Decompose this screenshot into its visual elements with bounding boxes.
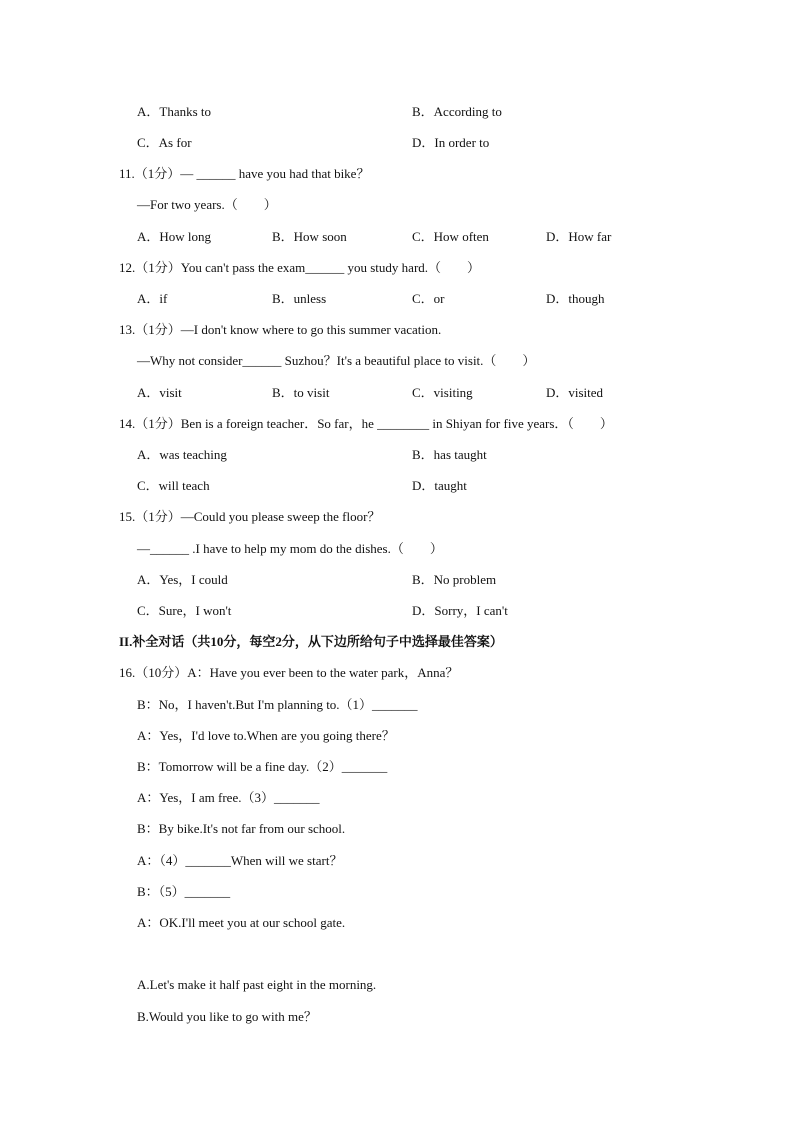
answer-option: B．to visit [272, 385, 330, 400]
answer-option: B．unless [272, 291, 327, 306]
question-text: 16.（10分）A：Have you ever been to the water park，Anna？ [119, 665, 459, 680]
answer-option: C．Sure，I won't [137, 603, 232, 618]
question-text: —______ .I have to help my mom do the dishes.（ ） [137, 541, 443, 556]
answer-option: B．According to [412, 104, 502, 119]
answer-option: C．visiting [412, 385, 473, 400]
answer-option: A．was teaching [137, 447, 227, 462]
question-text: B：By bike.It's not far from our school. [137, 821, 346, 836]
question-text: B：No，I haven't.But I'm planning to.（1）_______ [137, 697, 418, 712]
answer-option: C．As for [137, 135, 192, 150]
question-text: 12.（1分）You can't pass the exam______ you study hard.（ ） [119, 260, 481, 275]
question-text: B：Tomorrow will be a fine day.（2）_______ [137, 759, 388, 774]
answer-option: B．How soon [272, 229, 347, 244]
section-heading: II.补全对话（共10分，每空2分，从下边所给句子中选择最佳答案） [119, 634, 503, 649]
question-text: 15.（1分）—Could you please sweep the floor？ [119, 509, 381, 524]
question-text: 14.（1分）Ben is a foreign teacher．So far，he ________ in Shiyan for five years．（ ） [119, 416, 613, 431]
answer-option: D．Sorry，I can't [412, 603, 508, 618]
question-text: A.Let's make it half past eight in the morning. [137, 977, 377, 992]
answer-option: C．or [412, 291, 445, 306]
question-text: —For two years.（ ） [137, 197, 277, 212]
question-text: A：Yes，I'd love to.When are you going there？ [137, 728, 395, 743]
answer-option: D．In order to [412, 135, 490, 150]
answer-option: A．Thanks to [137, 104, 212, 119]
answer-option: D．taught [412, 478, 467, 493]
question-text: A：Yes，I am free.（3）_______ [137, 790, 320, 805]
answer-option: A．How long [137, 229, 212, 244]
answer-option: B．has taught [412, 447, 487, 462]
question-text: —Why not consider______ Suzhou？It's a beautiful place to visit.（ ） [137, 353, 536, 368]
answer-option: D．visited [546, 385, 604, 400]
answer-option: D．though [546, 291, 605, 306]
question-text: B.Would you like to go with me？ [137, 1009, 317, 1024]
question-text: 11.（1分）— ______ have you had that bike？ [119, 166, 370, 181]
answer-option: C．How often [412, 229, 489, 244]
answer-option: B．No problem [412, 572, 497, 587]
question-text: 13.（1分）—I don't know where to go this summer vacation. [119, 322, 442, 337]
question-text: A：OK.I'll meet you at our school gate. [137, 915, 346, 930]
answer-option: C．will teach [137, 478, 210, 493]
answer-option: A．visit [137, 385, 182, 400]
answer-option: A．Yes，I could [137, 572, 228, 587]
question-text: A：（4）_______When will we start？ [137, 853, 343, 868]
question-text: B：（5）_______ [137, 884, 231, 899]
answer-option: A．if [137, 291, 168, 306]
answer-option: D．How far [546, 229, 612, 244]
